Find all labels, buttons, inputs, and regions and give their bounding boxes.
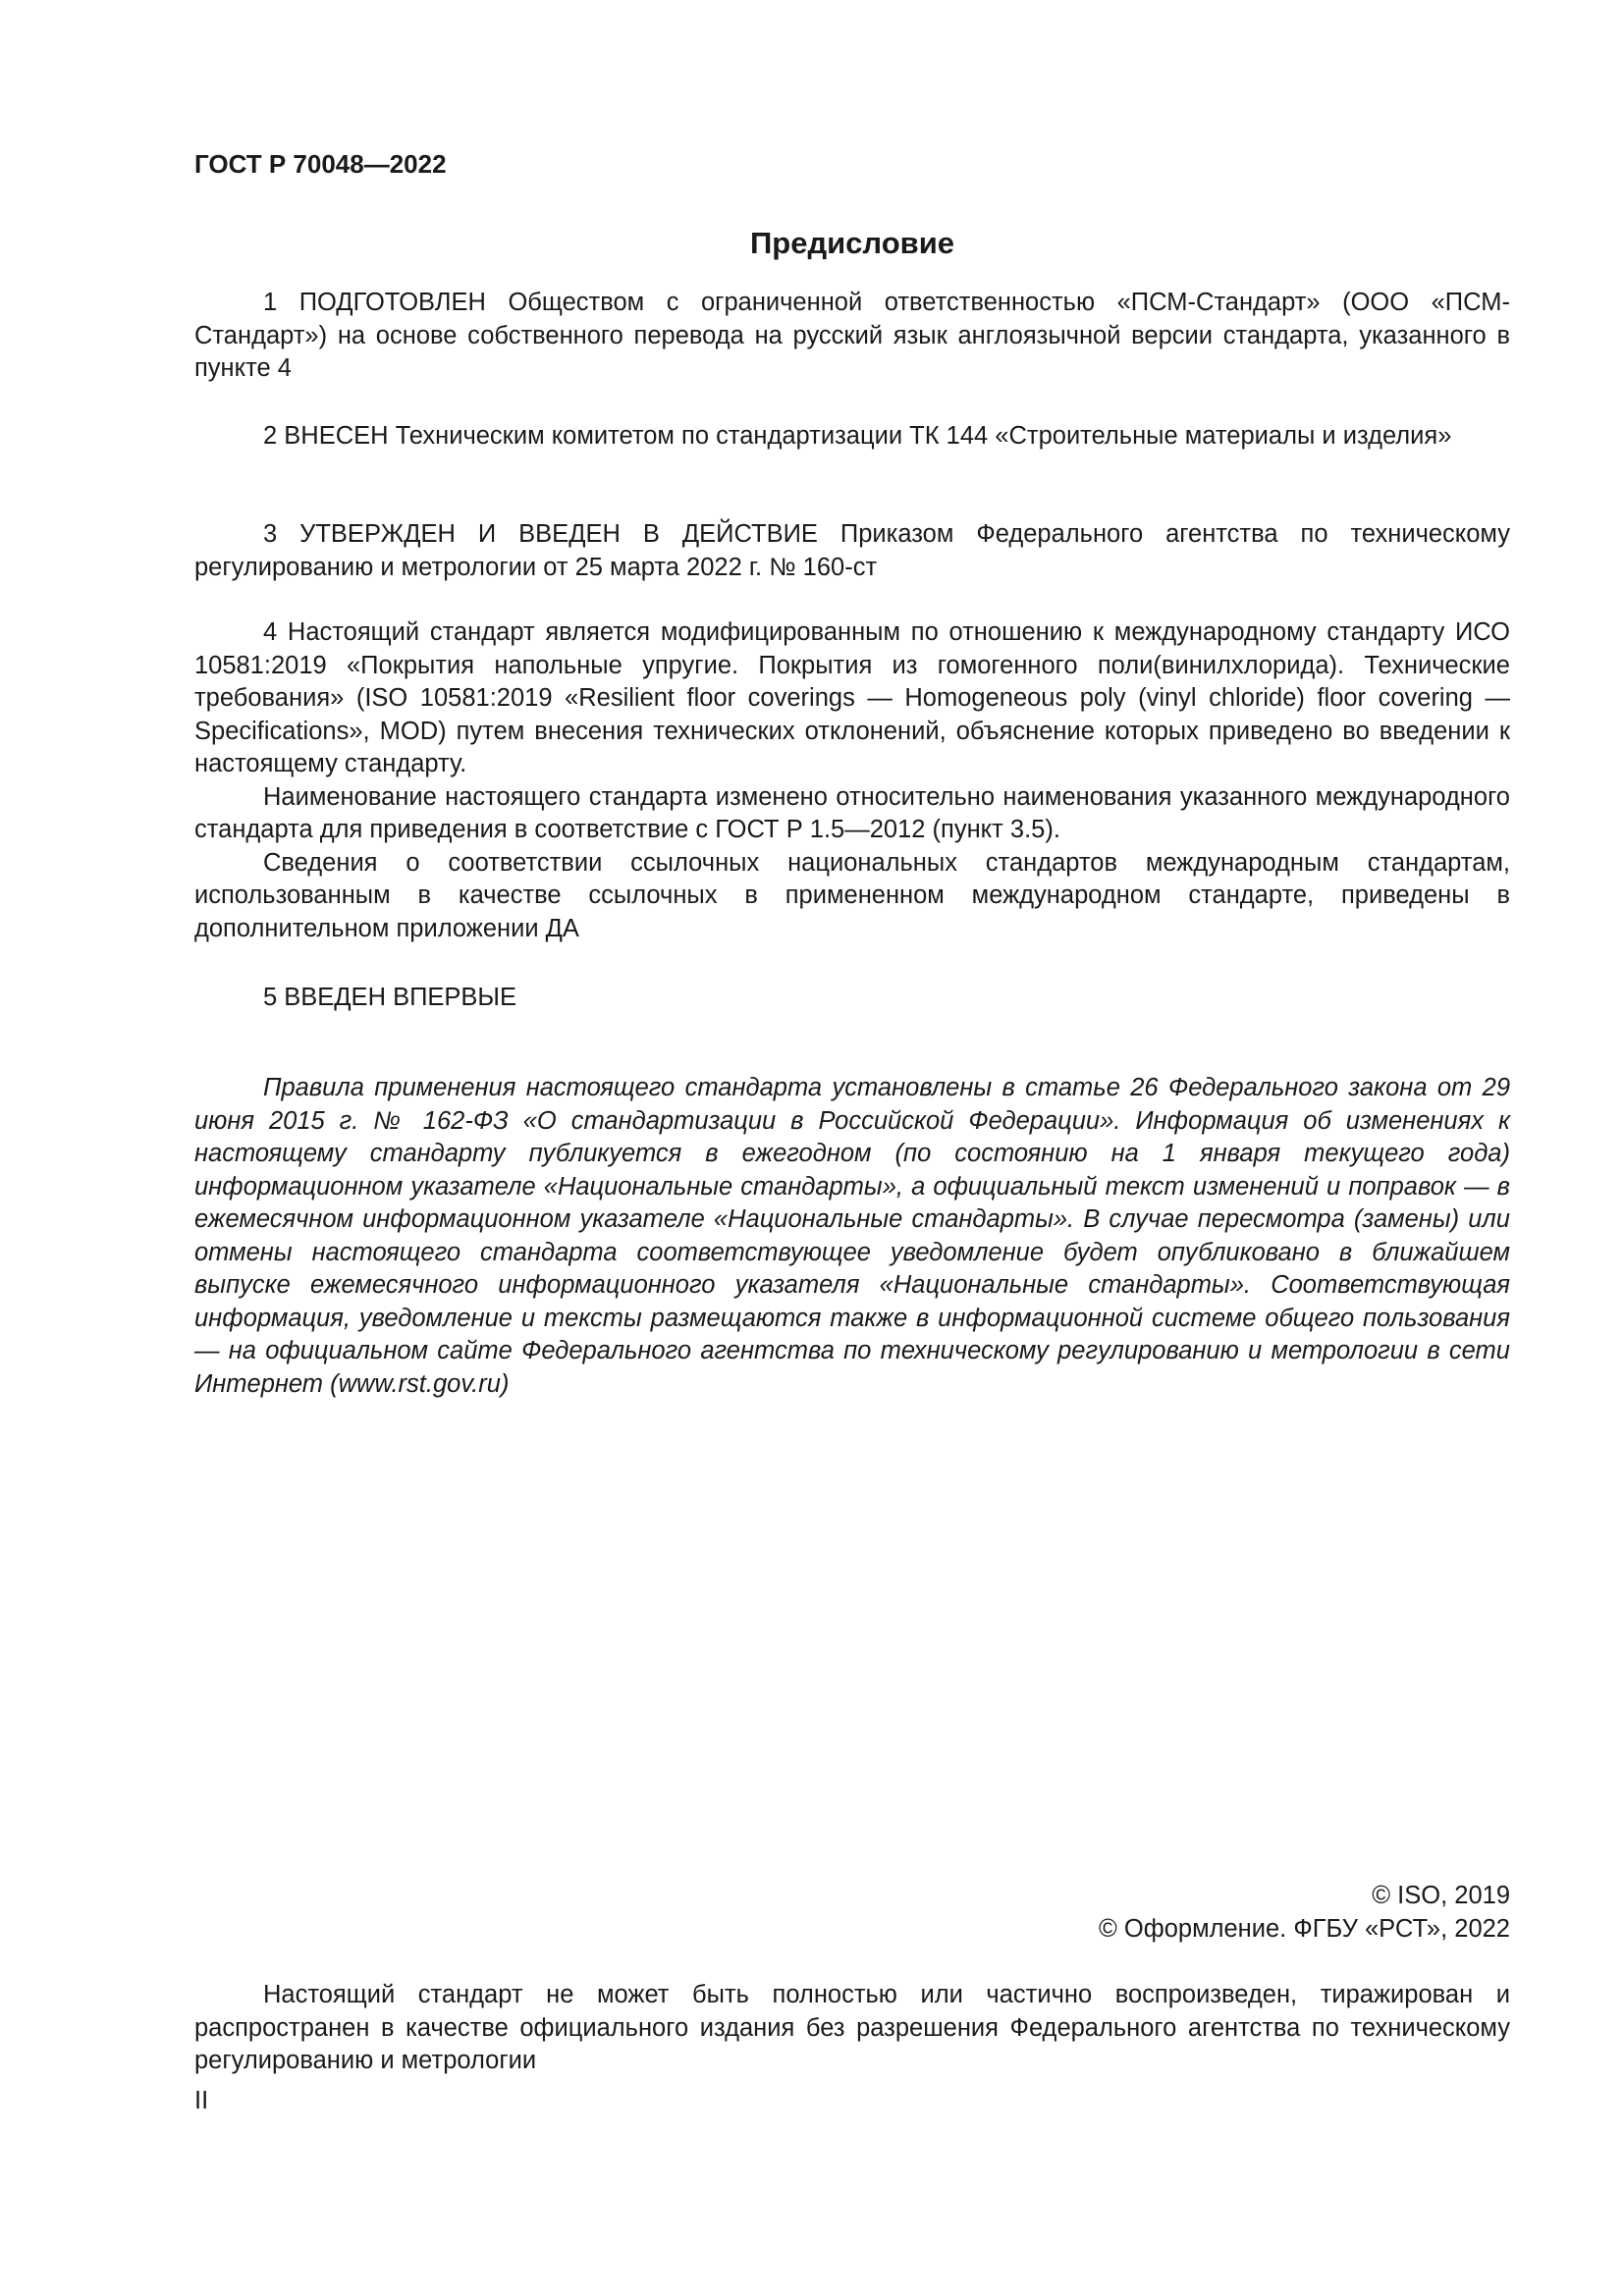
foreword-paragraph: 1 ПОДГОТОВЛЕН Обществом с ограниченной ответственностью «ПСМ-Стандарт» (ООО «ПСМ-Стандарт») на основе собственного перевода на русский язык англоязычной версии стандарта, указанного в пункте 4 bbox=[194, 289, 1510, 382]
copyright-design: © Оформление. ФГБУ «РСТ», 2022 bbox=[1099, 1914, 1510, 1943]
application-rules-notice: Правила применения настоящего стандарта установлены в статье 26 Федерального закона от 29 июня 2015 г. № 162-ФЗ «О стандартизации в Российской Федерации». Информация об изменениях к настоящему стандарту публикуется в ежегодном (по состоянию на 1 января текущего года) информационном указателе «Национальные стандарты», а официальный текст изменений и поправок — в ежемесячном информационном указателе «Национальные стандарты». В случае пересмотра (замены) или отмены настоящего стандарта соответствующее уведомление будет опубликовано в ближайшем выпуске ежемесячного информационного указателя «Национальные стандарты». Соответствующая информация, уведомление и тексты размещаются также в информационной системе общего пользования — на официальном сайте Федерального агентства по техническому регулированию и метрологии в сети Интернет (www.rst.gov.ru) bbox=[194, 1074, 1510, 1398]
foreword-item-1 bbox=[194, 287, 1510, 386]
foreword-paragraph: 4 Настоящий стандарт является модифицированным по отношению к международному стандарту ИСО 10581:2019 «Покрытия напольные упругие. Покрытия из гомогенного поли(винилхлорида). Технические требования» (ISO 10581:2019 «Resilient floor coverings — Homogeneous poly (vinyl chloride) floor covering — Specifications», MOD) путем внесения технических отклонений, объяснение которых приведено во введении к настоящему стандарту. bbox=[194, 618, 1510, 777]
foreword-paragraph: 5 ВВЕДЕН ВПЕРВЫЕ bbox=[263, 984, 517, 1011]
foreword-item-5 bbox=[194, 982, 1510, 1015]
document-page bbox=[194, 0, 1510, 2296]
page-number: II bbox=[194, 2087, 209, 2114]
foreword-item-3 bbox=[194, 518, 1510, 584]
copyright-iso: © ISO, 2019 bbox=[1372, 1882, 1510, 1909]
foreword-paragraph: 2 ВНЕСЕН Техническим комитетом по стандартизации ТК 144 «Строительные материалы и изделия» bbox=[263, 422, 1452, 450]
page-title: Предисловие bbox=[749, 226, 954, 260]
document-code: ГОСТ Р 70048—2022 bbox=[194, 149, 447, 179]
foreword-paragraph: Наименование настоящего стандарта изменено относительно наименования указанного международного стандарта для приведения в соответствие с ГОСТ Р 1.5—2012 (пункт 3.5). bbox=[194, 782, 1510, 843]
foreword-item-4 bbox=[194, 616, 1510, 945]
foreword-paragraph: Сведения о соответствии ссылочных национальных стандартов международным стандартам, использованным в качестве ссылочных в примененном международном стандарте, приведены в дополнительном приложении ДА bbox=[194, 848, 1510, 942]
reprint-notice: Настоящий стандарт не может быть полностью или частично воспроизведен, тиражирован и распространен в качестве официального издания без разрешения Федерального агентства по техническому регулированию и метрологии bbox=[194, 1981, 1510, 2074]
foreword-item-2 bbox=[194, 420, 1510, 454]
foreword-paragraph: 3 УТВЕРЖДЕН И ВВЕДЕН В ДЕЙСТВИЕ Приказом Федерального агентства по техническому регулированию и метрологии от 25 марта 2022 г. № 160-ст bbox=[194, 520, 1510, 581]
copyright-block bbox=[1099, 1880, 1510, 1946]
